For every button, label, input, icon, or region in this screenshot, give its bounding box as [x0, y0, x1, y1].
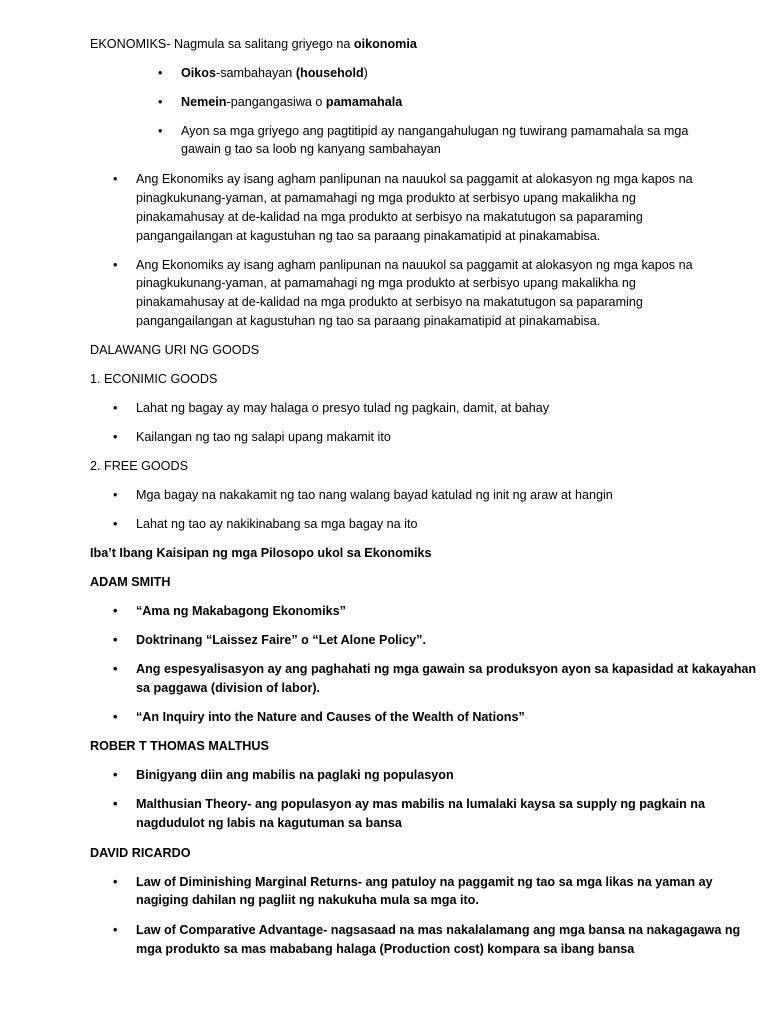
bullet-icon: •	[158, 66, 163, 80]
bullet-icon: •	[113, 604, 118, 618]
list-item: Kailangan ng tao ng salapi upang makamit ito	[136, 430, 391, 444]
list-item-line: Malthusian Theory- ang populasyon ay mas mabilis na lumalaki kaysa sa supply ng pagkain na	[136, 797, 705, 811]
list-item: Nemein-pangangasiwa o pamamahala	[181, 95, 403, 109]
paragraph-line: Ang Ekonomiks ay isang agham panlipunan na nauukol sa paggamit at alokasyon ng mga kapos na	[136, 258, 693, 272]
subsection-heading: 1. ECONIMIC GOODS	[90, 372, 218, 386]
list-item-line: Law of Comparative Advantage- nagsasaad na mas nakalalamang ang mga bansa na nakagagawa ng	[136, 923, 741, 937]
philosopher-name: ADAM SMITH	[90, 575, 171, 589]
list-item-line: nagiging dahilan ng pagliit ng nakukuha mula sa mga ito.	[136, 893, 479, 907]
section-heading: Iba’t Ibang Kaisipan ng mga Pilosopo ukol sa Ekonomiks	[90, 546, 432, 560]
bullet-icon: •	[158, 95, 163, 109]
bullet-icon: •	[113, 875, 118, 889]
list-item-line: Ayon sa mga griyego ang pagtitipid ay nangangahulugan ng tuwirang pamamahala sa mga	[181, 124, 689, 138]
paragraph-line: pinakamahusay at de-kalidad na mga produkto at serbisyo na makatutugon sa paparaming	[136, 295, 643, 309]
bullet-icon: •	[113, 517, 118, 531]
paragraph-line: pinakamahusay at de-kalidad na mga produkto at serbisyo na makatutugon sa paparaming	[136, 210, 643, 224]
intro-line	[90, 35, 417, 54]
intro-term: oikonomia	[353, 37, 417, 51]
paragraph-line: pangangailangan at kagustuhan ng tao sa paraang pinakamatipid at pinakamabisa.	[136, 314, 601, 328]
list-item: Oikos-sambahayan (household)	[181, 66, 368, 80]
bullet-icon: •	[113, 258, 118, 272]
philosopher-name: ROBER T THOMAS MALTHUS	[90, 739, 269, 753]
bullet-icon: •	[113, 401, 118, 415]
list-item-line: mga produkto sa mas mababang halaga (Production cost) kompara sa ibang bansa	[136, 942, 635, 956]
bullet-icon: •	[113, 923, 118, 937]
list-item: “An Inquiry into the Nature and Causes of the Wealth of Nations”	[136, 710, 525, 724]
list-item: Lahat ng bagay ay may halaga o presyo tulad ng pagkain, damit, at bahay	[136, 401, 550, 415]
bullet-icon: •	[113, 172, 118, 186]
list-item-line: gawain g tao sa loob ng kanyang sambahayan	[181, 142, 441, 156]
bullet-icon: •	[113, 488, 118, 502]
bullet-icon: •	[113, 430, 118, 444]
bullet-icon: •	[113, 633, 118, 647]
list-item-line: Ang espesyalisasyon ay ang paghahati ng mga gawain sa produksyon ayon sa kapasidad at kakayahan	[136, 662, 757, 676]
paragraph-line: Ang Ekonomiks ay isang agham panlipunan na nauukol sa paggamit at alokasyon ng mga kapos na	[136, 172, 693, 186]
list-item: Lahat ng tao ay nakikinabang sa mga bagay na ito	[136, 517, 418, 531]
paragraph-line: pinagkukunang-yaman, at pamamahagi ng mga produkto at serbisyo upang makalikha ng	[136, 191, 636, 205]
list-item: “Ama ng Makabagong Ekonomiks”	[136, 604, 346, 618]
list-item-line: sa paggawa (division of labor).	[136, 681, 321, 695]
bullet-icon: •	[113, 797, 118, 811]
intro-text: EKONOMIKS- Nagmula sa salitang griyego na	[90, 37, 354, 51]
paragraph-line: pinagkukunang-yaman, at pamamahagi ng mga produkto at serbisyo upang makalikha ng	[136, 276, 636, 290]
section-heading: DALAWANG URI NG GOODS	[90, 343, 260, 357]
list-item: Binigyang diin ang mabilis na paglaki ng populasyon	[136, 768, 454, 782]
list-item-line: Law of Diminishing Marginal Returns- ang patuloy na paggamit ng tao sa mga likas na yaman ay	[136, 875, 713, 889]
list-item: Mga bagay na nakakamit ng tao nang walang bayad katulad ng init ng araw at hangin	[136, 488, 613, 502]
bullet-icon: •	[113, 768, 118, 782]
bullet-icon: •	[113, 662, 118, 676]
list-item-line: nagdudulot ng labis na kagutuman sa bansa	[136, 816, 402, 830]
list-item: Doktrinang “Laissez Faire” o “Let Alone Policy”.	[136, 633, 426, 647]
bullet-icon: •	[113, 710, 118, 724]
subsection-heading: 2. FREE GOODS	[90, 459, 188, 473]
bullet-icon: •	[158, 124, 163, 138]
philosopher-name: DAVID RICARDO	[90, 846, 191, 860]
paragraph-line: pangangailangan at kagustuhan ng tao sa paraang pinakamatipid at pinakamabisa.	[136, 229, 601, 243]
